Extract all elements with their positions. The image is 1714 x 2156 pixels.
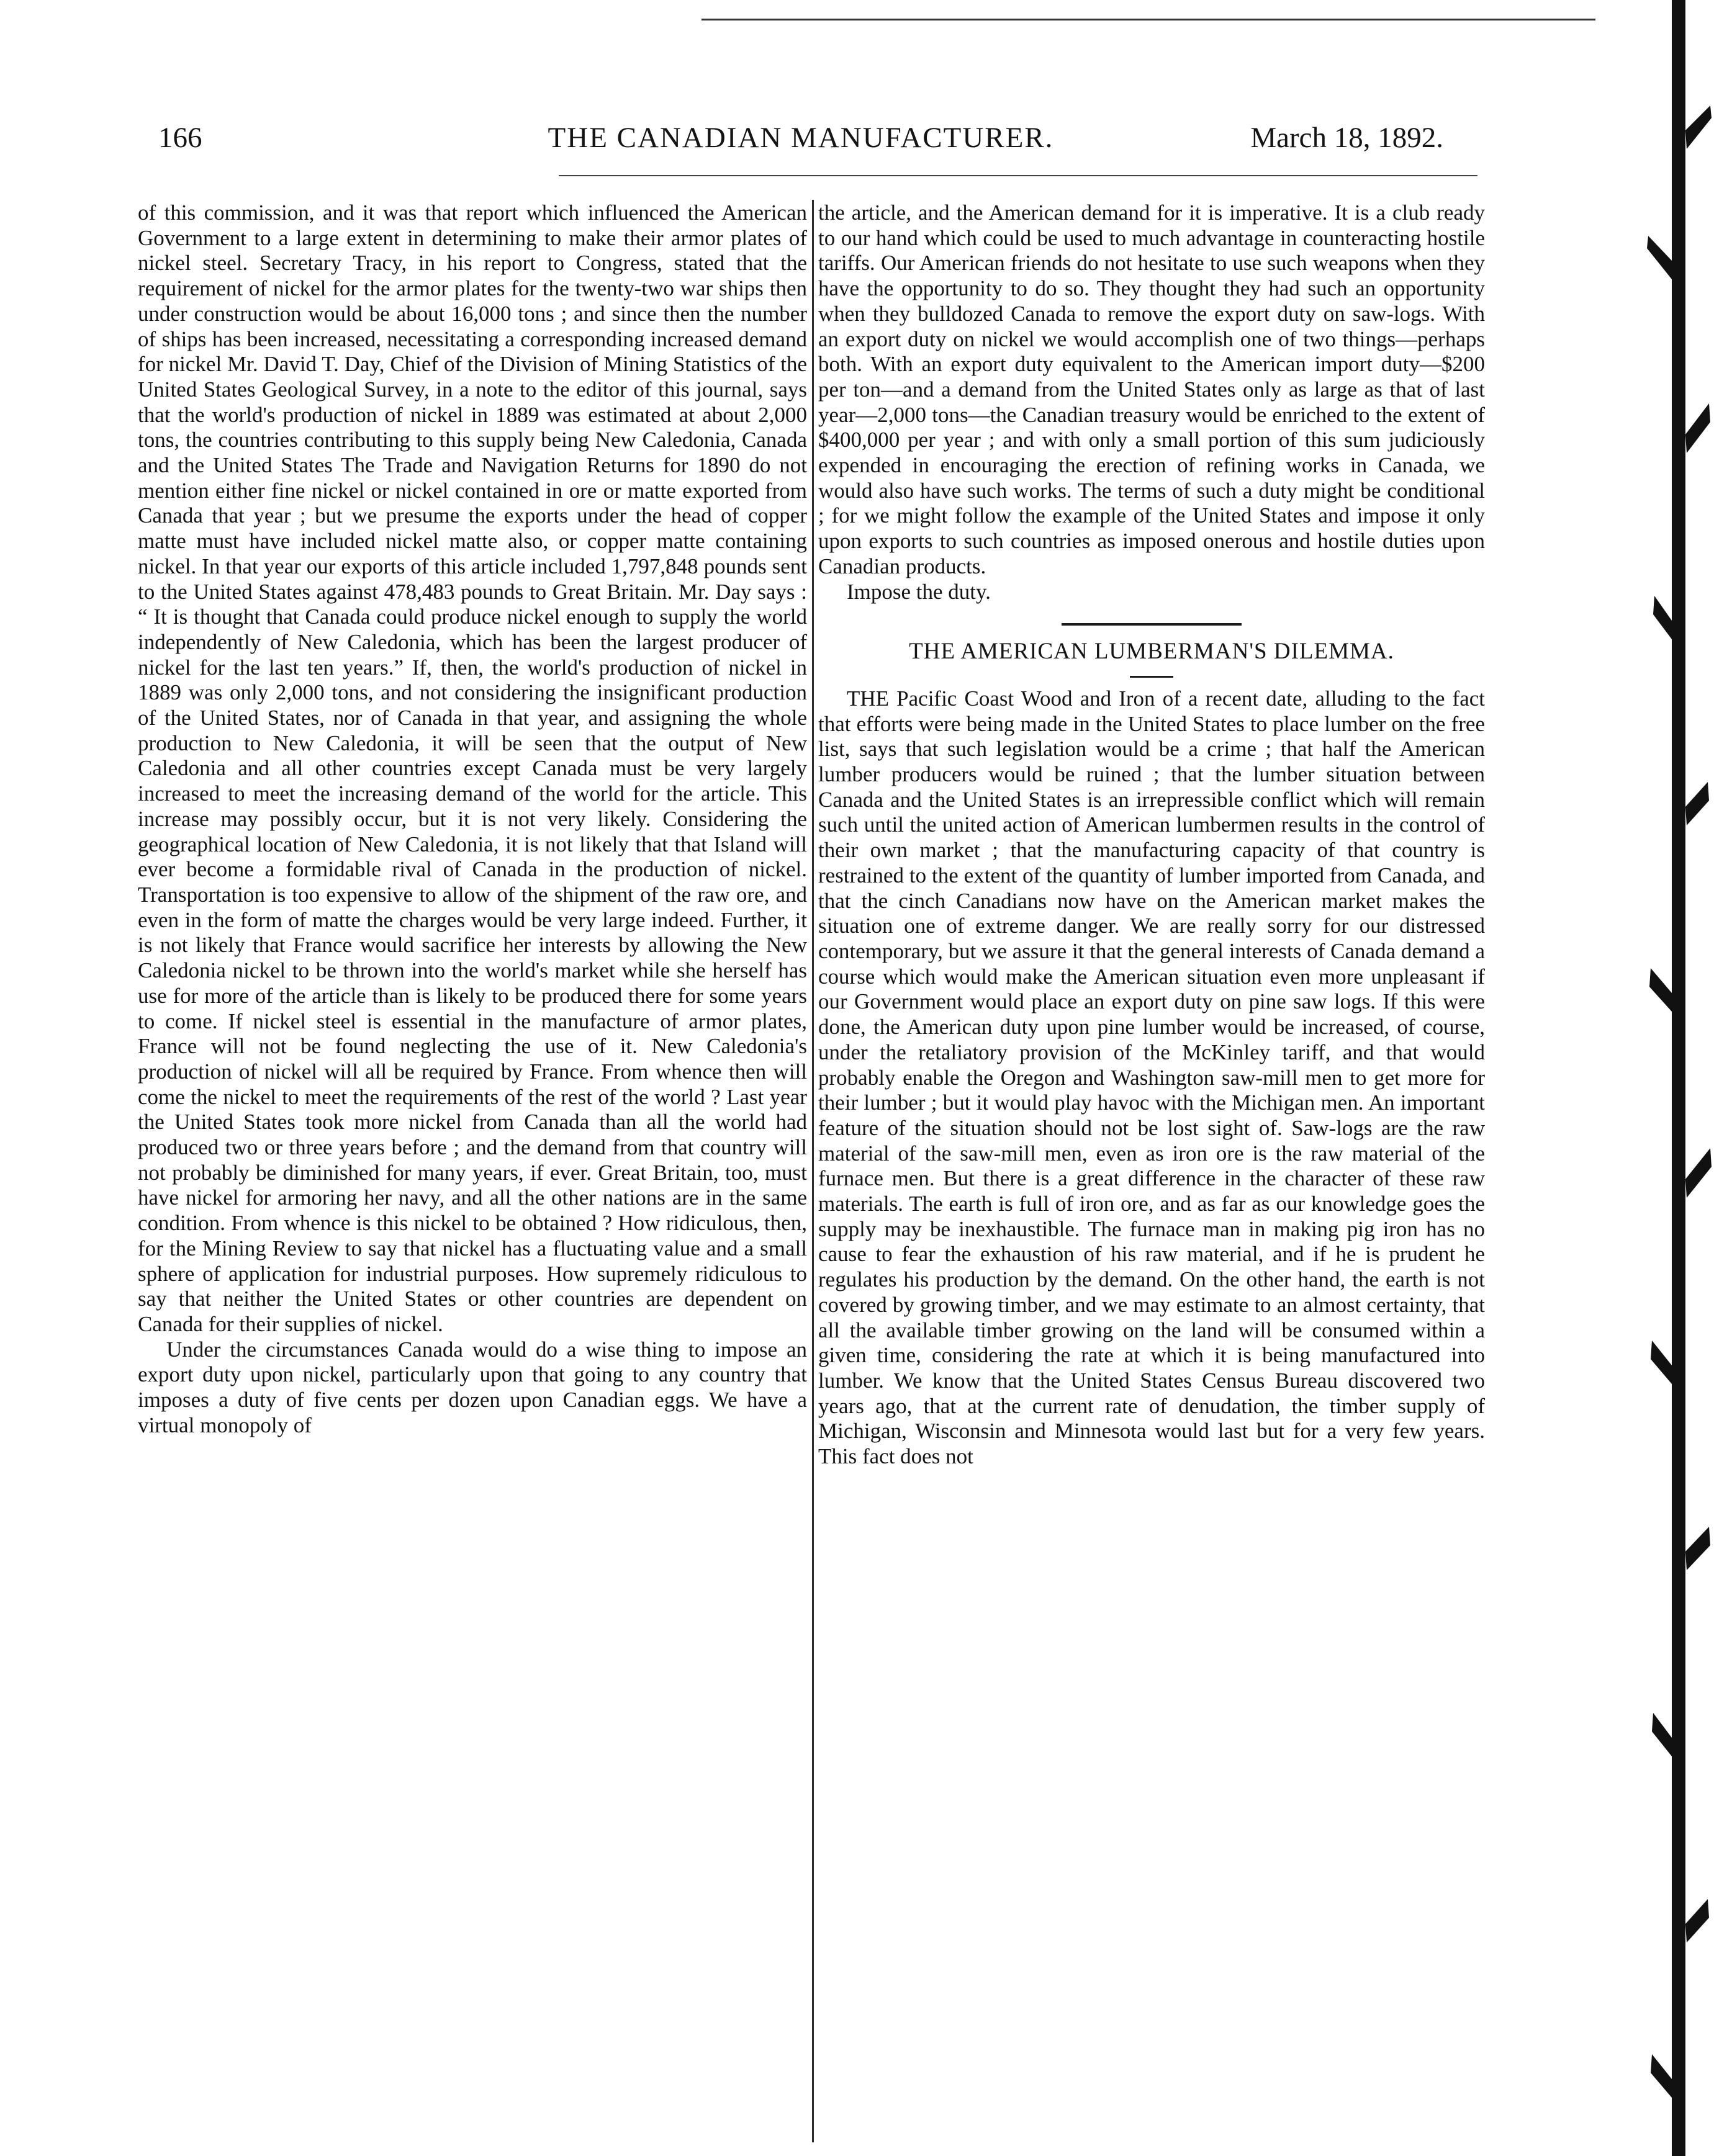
issue-date: March 18, 1892. (1250, 122, 1443, 154)
top-rule (701, 19, 1595, 20)
right-paragraph-2: Impose the duty. (847, 579, 991, 604)
left-paragraph-2: Under the circumstances Canada would do a wise thing to impose an export duty upon nickel, particularly upon that going to any country that imposes a duty of five cents per dozen upon Canadian eggs. We have a virtual monopoly of (138, 1337, 807, 1437)
section-paragraph: THE Pacific Coast Wood and Iron of a recent date, alluding to the fact that efforts were being made in the United States to place lumber on the free list, says that such legislation would be a crime ; that half the American lumber producers would be ruined ; that the lumber situation between Canada and the United States is an irrepressible conflict which will remain such until the united action of American lumbermen results in the control of their own market ; that the manufacturing capacity of that country is restrained to the extent of the quantity of lumber imported from Canada, and that the cinch Canadians now have on the American market makes the situation one of extreme danger. We are really sorry for our distressed contemporary, but we assure it that the general interests of Canada demand a course which would make the American situation even more unpleasant if our Government would place an export duty on pine saw logs. If this were done, the American duty upon pine lumber would be increased, of course, under the retaliatory provision of the McKinley tariff, and that would probably enable the Oregon and Washington saw-mill men to get more for their lumber ; but it would play havoc with the Michigan men. An important feature of the situation should not be lost sight of. Saw-logs are the raw material of the saw-mill men, even as iron ore is the raw material of the furnace men. But there is a great difference in the character of these raw materials. The earth is full of iron ore, and as far as our knowledge goes the supply may be inexhaustible. The furnace man in making pig iron has no cause to fear the exhaustion of his raw material, and if he is prudent he regulates his production by the demand. On the other hand, the earth is not covered by growing timber, and we may estimate to an almost certainty, that all the available timber growing on the land will be consumed within a given time, considering the rate at which it is being manufactured into lumber. We know that the United States Census Bureau discovered two years ago, that at the current rate of denudation, the timber supply of Michigan, Wisconsin and Minnesota would last but for a very few years. This fact does not (818, 686, 1485, 1469)
section-rule-top (1062, 623, 1242, 626)
column-divider (812, 200, 814, 2142)
binding-edge (1599, 0, 1714, 2156)
right-column (818, 200, 1485, 1470)
right-paragraph-1: the article, and the American demand for it is imperative. It is a club ready to our hand which could be used to much advantage in counteracting hostile tariffs. Our American friends do not hesitate to use such weapons when they have the opportunity to do so. They thought they had such an opportunity when they bulldozed Canada to remove the export duty on saw-logs. With an export duty on nickel we would accomplish one of two things—perhaps both. With an export duty equivalent to the American import duty—$200 per ton—and a demand from the United States only as large as that of last year—2,000 tons—the Canadian treasury would be enriched to the extent of $400,000 per year ; and with only a small portion of this sum judiciously expended in encouraging the erection of refining works in Canada, we would also have such works. The terms of such a duty might be conditional ; for we might follow the example of the United States and impose it only upon exports to such countries as imposed onerous and hostile duties upon Canadian products. (818, 200, 1485, 578)
page-number: 166 (158, 122, 202, 154)
section-rule-bottom (1130, 676, 1173, 678)
section-title: THE AMERICAN LUMBERMAN'S DILEMMA. (909, 639, 1394, 665)
publication-title: THE CANADIAN MANUFACTURER. (548, 122, 1054, 154)
left-column (138, 200, 807, 1438)
page-header (158, 121, 1443, 158)
left-paragraph-1: of this commission, and it was that report which influenced the American Government to a large extent in determining to make their armor plates of nickel steel. Secretary Tracy, in his report to Congress, stated that the requirement of nickel for the armor plates for the twenty-two war ships then under construction would be about 16,000 tons ; and since then the number of ships has been increased, necessitating a corresponding increased demand for nickel Mr. David T. Day, Chief of the Division of Mining Statistics of the United States Geological Survey, in a note to the editor of this journal, says that the world's production of nickel in 1889 was estimated at about 2,000 tons, the countries contributing to this supply being New Caledonia, Canada and the United States The Trade and Navigation Returns for 1890 do not mention either fine nickel or nickel contained in ore or matte exported from Canada that year ; but we presume the exports under the head of copper matte must have included nickel matte also, or copper matte containing nickel. In that year our exports of this article included 1,797,848 pounds sent to the United States against 478,483 pounds to Great Britain. Mr. Day says : “ It is thought that Canada could produce nickel enough to supply the world independently of New Caledonia, which has been the largest producer of nickel for the last ten years.” If, then, the world's production of nickel in 1889 was only 2,000 tons, and not considering the insignificant production of the United States, nor of Canada in that year, and assigning the whole production to New Caledonia, it will be seen that the output of New Caledonia and all other countries except Canada must be very largely increased to meet the increasing demand of the world for the article. This increase may possibly occur, but it is not very likely. Considering the geographical location of New Caledonia, it is not likely that that Island will ever become a formidable rival of Canada in the production of nickel. Transportation is too expensive to allow of the shipment of the raw ore, and even in the form of matte the charges would be very large indeed. Further, it is not likely that France would sacrifice her interests by allowing the New Caledonia nickel to be thrown into the world's market while she herself has use for more of the article than is likely to be produced there for some years to come. If nickel steel is essential in the manufacture of armor plates, France will not be found neglecting the use of it. New Caledonia's production of nickel will all be required by France. From whence then will come the nickel to meet the requirements of the rest of the world ? Last year the United States took more nickel from Canada than all the world had produced two or three years before ; and the demand from that country will not probably be diminished for many years, if ever. Great Britain, too, must have nickel for armoring her navy, and all the other nations are in the same condition. From whence is this nickel to be obtained ? How ridiculous, then, for the Mining Review to say that nickel has a fluctuating value and a small sphere of application for industrial purposes. How supremely ridiculous to say that neither the United States or other countries are dependent on Canada for their supplies of nickel. (138, 200, 807, 1336)
header-rule (559, 175, 1477, 176)
